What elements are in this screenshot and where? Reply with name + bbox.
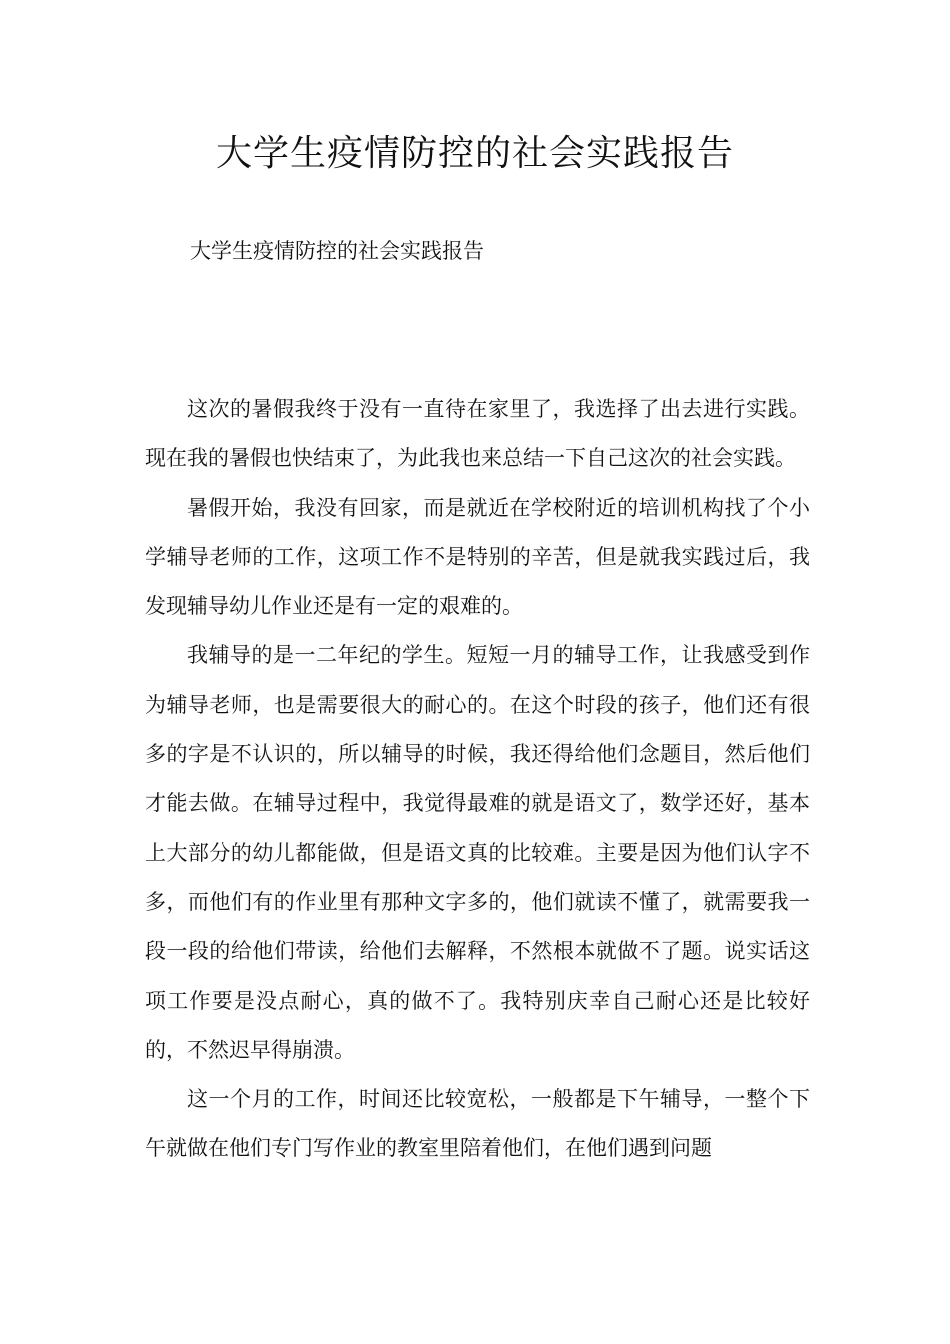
paragraph-2: 暑假开始，我没有回家，而是就近在学校附近的培训机构找了个小学辅导老师的工作，这项工作不是特别的辛苦，但是就我实践过后，我发现辅导幼儿作业还是有一定的艰难的。 [145, 495, 810, 619]
document-subtitle: 大学生疫情防控的社会实践报告 [190, 239, 484, 263]
document-title: 大学生疫情防控的社会实践报告 [215, 133, 734, 174]
paragraph-4: 这一个月的工作，时间还比较宽松，一般都是下午辅导，一整个下午就做在他们专门写作业的教室里陪着他们，在他们遇到问题 [145, 1087, 810, 1161]
document-body [145, 385, 810, 1174]
paragraph-3: 我辅导的是一二年纪的学生。短短一月的辅导工作，让我感受到作为辅导老师，也是需要很大的耐心的。在这个时段的孩子，他们还有很多的字是不认识的，所以辅导的时候，我还得给他们念题目，然后他们才能去做。在辅导过程中，我觉得最难的就是语文了，数学还好，基本上大部分的幼儿都能做，但是语文真的比较难。主要是因为他们认字不多，而他们有的作业里有那种文字多的，他们就读不懂了，就需要我一段一段的给他们带读，给他们去解释，不然根本就做不了题。说实话这项工作要是没点耐心，真的做不了。我特别庆幸自己耐心还是比较好的，不然迟早得崩溃。 [145, 643, 810, 1062]
paragraph-1: 这次的暑假我终于没有一直待在家里了，我选择了出去进行实践。现在我的暑假也快结束了，为此我也来总结一下自己这次的社会实践。 [145, 397, 810, 471]
